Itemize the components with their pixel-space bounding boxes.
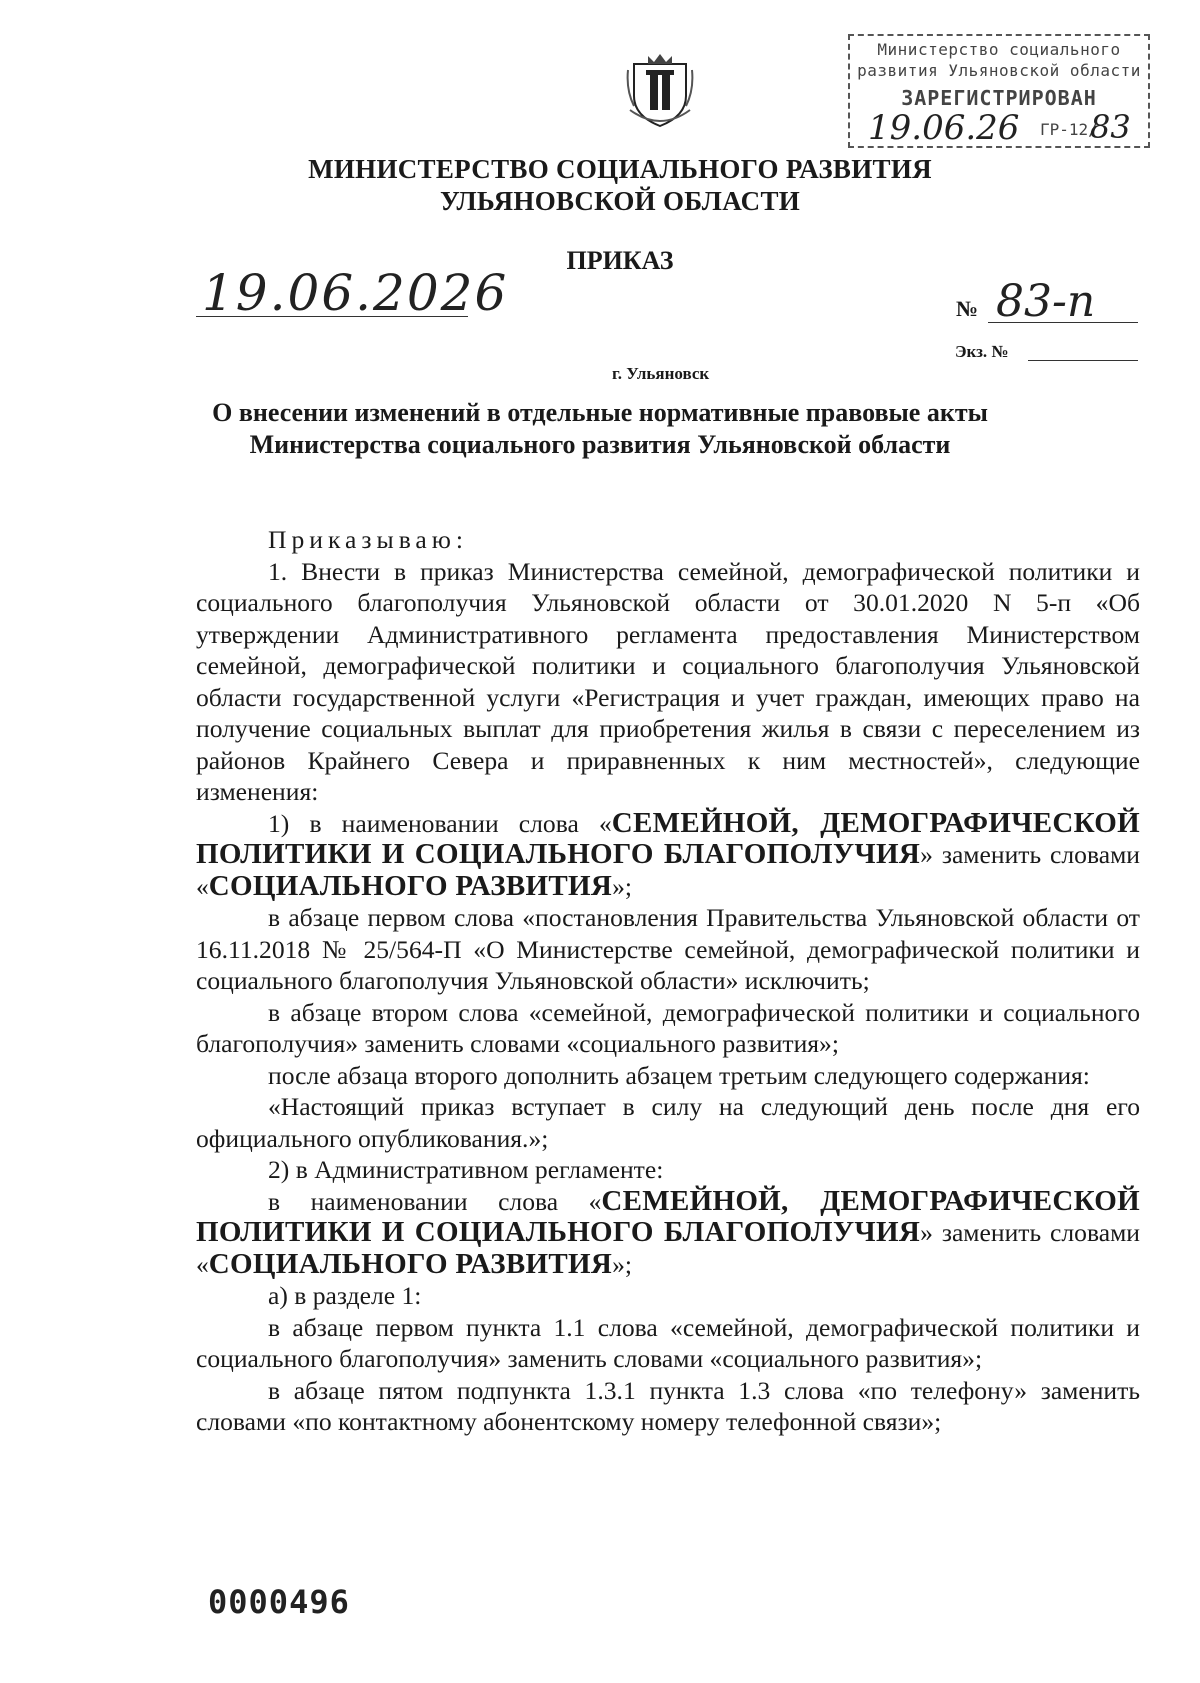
- stamp-number-prefix: ГР-12/: [1040, 120, 1098, 139]
- paragraph-8-new-name: СОЦИАЛЬНОГО РАЗВИТИЯ: [208, 1247, 613, 1280]
- paragraph-4: в абзаце втором слова «семейной, демографической политики и социального благополучия» заменить словами «социального развития»;: [196, 997, 1140, 1058]
- paragraph-7: 2) в Административном регламенте:: [268, 1155, 664, 1184]
- paragraph-10: в абзаце первом пункта 1.1 слова «семейной, демографической политики и социального благополучия» заменить словами «социального развития»;: [196, 1312, 1140, 1373]
- coat-of-arms-icon: [626, 50, 694, 130]
- stamp-registered: ЗАРЕГИСТРИРОВАН: [901, 86, 1097, 110]
- paragraph-6: «Настоящий приказ вступает в силу на следующий день после дня его официального опубликования.»;: [196, 1092, 1140, 1153]
- paragraph-2-part-c: » заменить словами «: [196, 840, 1140, 901]
- paragraph-8-part-c: » заменить словами «: [196, 1218, 1140, 1279]
- document-title-line-1: О внесении изменений в отдельные нормативные правовые акты: [212, 398, 988, 427]
- paragraph-9: а) в разделе 1:: [268, 1281, 422, 1310]
- copy-number-underline: [1028, 360, 1138, 361]
- copy-number-label: Экз. №: [955, 342, 1009, 361]
- date-underline: [196, 316, 468, 317]
- paragraph-8-old-name: СЕМЕЙНОЙ, ДЕМОГРАФИЧЕСКОЙ ПОЛИТИКИ И СОЦИАЛЬНОГО БЛАГОПОЛУЧИЯ: [196, 1184, 1140, 1248]
- number-label: №: [956, 296, 979, 321]
- document-type: ПРИКАЗ: [566, 246, 674, 275]
- paragraph-2: [196, 808, 1140, 903]
- city: г. Ульяновск: [612, 364, 710, 383]
- paragraph-8-part-a: в наименовании слова «: [268, 1186, 602, 1216]
- paragraph-2-part-e: »;: [612, 871, 632, 901]
- ministry-name-line-1: МИНИСТЕРСТВО СОЦИАЛЬНОГО РАЗВИТИЯ: [308, 154, 932, 184]
- document-body: [196, 524, 1140, 1438]
- stamp-handwritten-date: 19.06.26: [868, 108, 1020, 148]
- paragraph-3: в абзаце первом слова «постановления Правительства Ульяновской области от 16.11.2018 № 25/564-П «О Министерстве семейной, демографической политики и социального благополучия Ульяновской области» исключить;: [196, 903, 1140, 995]
- number-underline: [988, 322, 1138, 323]
- handwritten-date: 19.06.2026: [202, 264, 509, 322]
- handwritten-number: 83-п: [996, 276, 1096, 327]
- serial-number: 0000496: [208, 1583, 350, 1621]
- ministry-name-line-2: УЛЬЯНОВСКОЙ ОБЛАСТИ: [439, 186, 801, 216]
- registration-stamp: [848, 34, 1150, 148]
- paragraph-11: в абзаце пятом подпункта 1.3.1 пункта 1.3 слова «по телефону» заменить словами «по контактному абонентскому номеру телефонной связи»;: [196, 1375, 1140, 1436]
- stamp-line-1: Министерство социального: [877, 40, 1121, 59]
- stamp-line-2: развития Ульяновской области: [857, 61, 1141, 80]
- paragraph-2-new-name: СОЦИАЛЬНОГО РАЗВИТИЯ: [208, 869, 613, 902]
- paragraph-8: [196, 1186, 1140, 1281]
- paragraph-1: 1. Внести в приказ Министерства семейной, демографической политики и социального благополучия Ульяновской области от 30.01.2020 N 5-п «Об утверждении Административного регламента предоставления Министерством семейной, демографической политики и социального благополучия Ульяновской области государственной услуги «Регистрация и учет граждан, имеющих право на получение социальных выплат для приобретения жилья в связи с переселением из районов Крайнего Севера и приравненных к ним местностей», следующие изменения:: [196, 556, 1140, 806]
- paragraph-5: после абзаца второго дополнить абзацем третьим следующего содержания:: [268, 1060, 1090, 1090]
- paragraph-2-old-name: СЕМЕЙНОЙ, ДЕМОГРАФИЧЕСКОЙ ПОЛИТИКИ И СОЦИАЛЬНОГО БЛАГОПОЛУЧИЯ: [196, 806, 1140, 870]
- paragraph-2-part-a: 1) в наименовании слова «: [268, 808, 612, 838]
- paragraph-order: Приказываю:: [268, 525, 469, 554]
- stamp-handwritten-number: 83: [1090, 108, 1131, 146]
- document-title-line-2: Министерства социального развития Ульяновской области: [249, 430, 951, 459]
- paragraph-8-part-e: »;: [612, 1249, 632, 1279]
